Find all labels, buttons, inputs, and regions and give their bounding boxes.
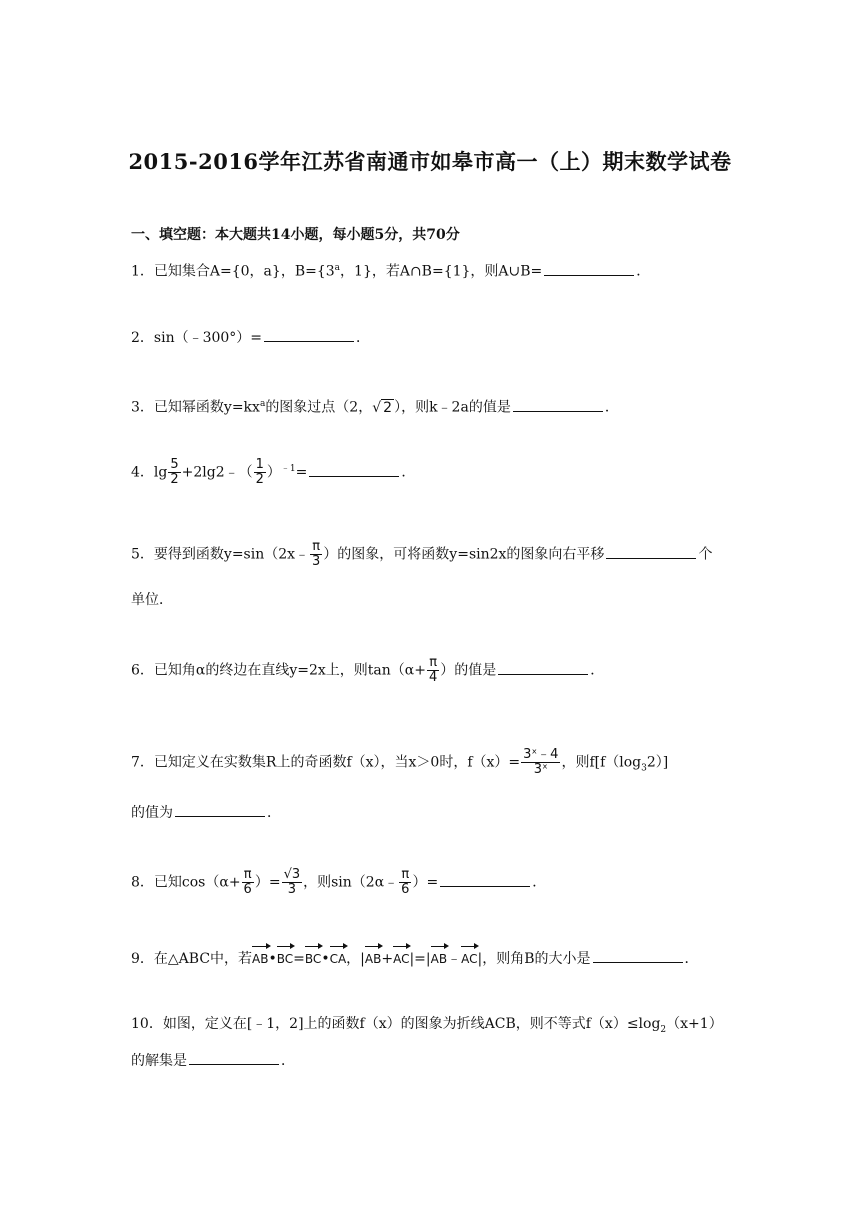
question-2: 2．sin（﹣300°）= ． — [131, 327, 370, 348]
page-title: 2015-2016学年江苏省南通市如皋市高一（上）期末数学试卷 — [128, 149, 732, 174]
fraction: $\frac{5}{2}$ — [170, 457, 179, 487]
answer-blank[interactable] — [309, 462, 399, 477]
fraction: $\frac{\pi}{6}$ — [401, 867, 410, 897]
answer-blank[interactable] — [593, 948, 683, 963]
answer-blank[interactable] — [498, 660, 588, 675]
vector-ab: AB — [365, 945, 381, 969]
vector-ab: AB — [431, 945, 447, 969]
question-6: 6．已知角α的终边在直线y=2x上，则tan（α+ $\frac{\pi}{4}$ ）的值是 ． — [131, 655, 605, 685]
question-3: 3．已知幂函数$y=kx^a$的图象过点（2，√ 2 ），则k﹣2a的值是 ． — [131, 394, 619, 418]
question-10-line-2: 的解集是 ． — [131, 1050, 295, 1071]
sqrt-symbol: √ 2 — [372, 399, 393, 416]
question-10: 10．如图，定义在[﹣1，2]上的函数f（x）的图象为折线ACB，则不等式$f(x)\le\log_2(x+1)$ — [131, 1016, 723, 1035]
fraction: $\frac{√3}{3}$ — [283, 867, 301, 897]
fraction: $\frac{\text{3ˣ﹣4}}{\text{3ˣ}}$ — [523, 747, 559, 777]
question-4: 4．lg $\frac{5}{2}$ +2lg2﹣（ $\frac{1}{2}$ ）$^{﹣1}$= ． — [131, 457, 416, 487]
question-5: 5．要得到函数y=sin（2x﹣ $\frac{\pi}{3}$ ）的图象，可将函数y=sin2x的图象向右平移 个 — [131, 539, 713, 569]
vector-bc: BC — [305, 945, 321, 969]
question-5-line-2: 单位． — [131, 592, 173, 608]
question-9: 9．在△ABC中，若AB•BC=BC•CA，|AB+AC|=|AB﹣AC|，则角B的大小是 ． — [131, 945, 699, 969]
vector-ac: AC — [393, 945, 409, 969]
fraction: $\frac{1}{2}$ — [255, 457, 264, 487]
fraction: $\frac{\pi}{3}$ — [312, 539, 321, 569]
answer-blank[interactable] — [175, 802, 265, 817]
answer-blank[interactable] — [189, 1050, 279, 1065]
answer-blank[interactable] — [440, 872, 530, 887]
question-8: 8．已知cos（α+ $\frac{\pi}{6}$ ）= $\frac{√3}{3}$ ，则sin（2α﹣ $\frac{\pi}{6}$ ）= ． — [131, 867, 547, 897]
vector-ca: CA — [330, 945, 347, 969]
answer-blank[interactable] — [513, 397, 603, 412]
vector-ab: AB — [252, 945, 268, 969]
answer-blank[interactable] — [264, 327, 354, 342]
vector-bc: BC — [277, 945, 293, 969]
vector-ac: AC — [461, 945, 477, 969]
fraction: $\frac{\pi}{4}$ — [428, 655, 438, 685]
question-7-line-2: 的值为 ． — [131, 802, 281, 823]
answer-blank[interactable] — [544, 261, 634, 276]
section-heading: 一、填空题：本大题共14小题，每小题5分，共70分 — [131, 227, 460, 243]
fraction: $\frac{\pi}{6}$ — [243, 867, 252, 897]
question-1: 1．已知集合A={0，a}，$B=\{3^a$，1}，若A∩B={1}，则A∪B= ． — [131, 258, 650, 282]
answer-blank[interactable] — [606, 544, 696, 559]
question-7: 7．已知定义在实数集R上的奇函数f（x），当x＞0时，f（x）= $\frac{\text{3ˣ﹣4}}{\text{3ˣ}}$ ，则$f[f(\log_32)]$ — [131, 747, 669, 777]
